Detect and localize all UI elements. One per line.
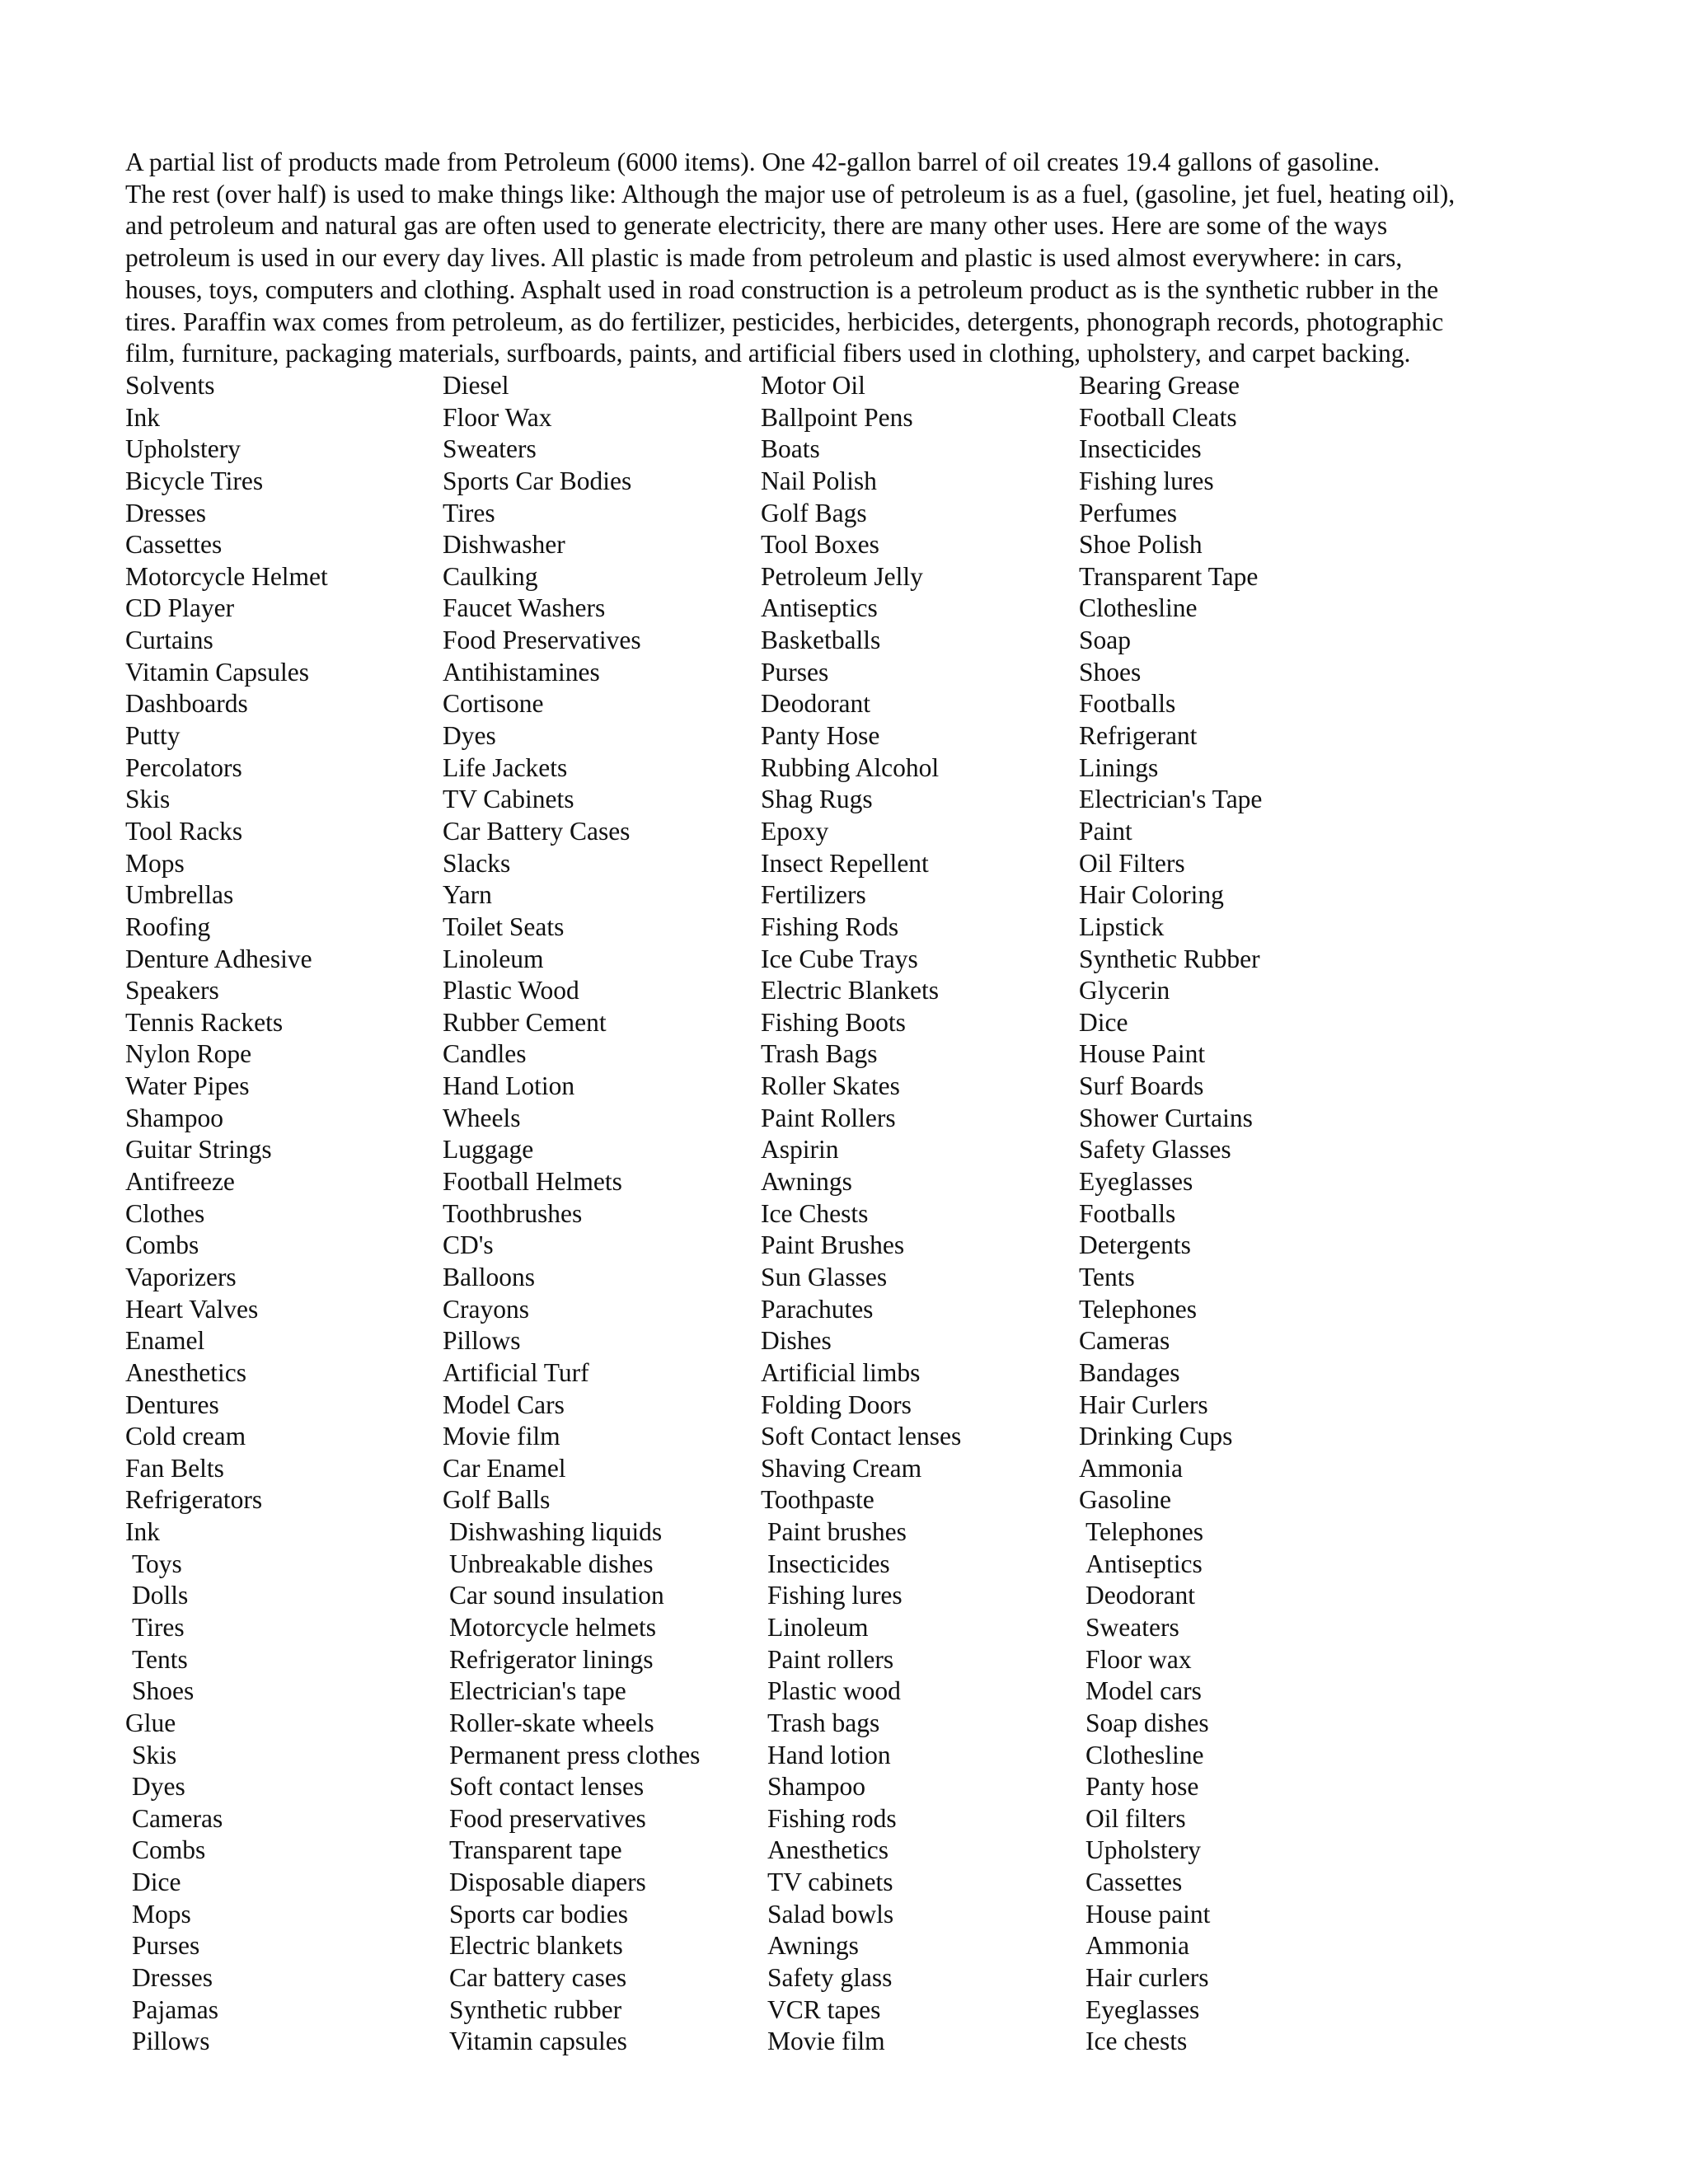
list-item: Car sound insulation bbox=[449, 1581, 664, 1610]
list-item: Model Cars bbox=[443, 1390, 565, 1419]
intro-line: A partial list of products made from Petroleum (6000 items). One 42-gallon barrel of oil creates 19.4 gallons of gasoline. bbox=[125, 148, 1381, 176]
list-item: Electric Blankets bbox=[761, 976, 940, 1005]
list-item: Toys bbox=[132, 1549, 182, 1578]
list-item: Luggage bbox=[443, 1135, 534, 1165]
list-item: Car Enamel bbox=[443, 1453, 566, 1483]
list-item: Vitamin Capsules bbox=[125, 657, 309, 687]
list-item: Hand lotion bbox=[767, 1740, 891, 1769]
list-item: Aspirin bbox=[761, 1135, 839, 1165]
list-item: Floor Wax bbox=[443, 402, 552, 432]
list-item: Enamel bbox=[125, 1326, 205, 1356]
list-item: Rubber Cement bbox=[443, 1007, 607, 1037]
list-item: Shag Rugs bbox=[761, 785, 873, 814]
list-item: Roller-skate wheels bbox=[449, 1708, 654, 1737]
list-item: Transparent tape bbox=[449, 1835, 622, 1865]
list-item: Telephones bbox=[1085, 1517, 1203, 1547]
intro-line: houses, toys, computers and clothing. Asphalt used in road construction is a petroleum product as is the synthetic rubber in the bbox=[125, 274, 1439, 304]
list-item: Hair Curlers bbox=[1079, 1390, 1208, 1419]
list-item: Footballs bbox=[1079, 1198, 1176, 1228]
list-item: Paint rollers bbox=[767, 1644, 894, 1674]
list-item: Cameras bbox=[132, 1803, 223, 1833]
list-item: Dashboards bbox=[125, 689, 248, 719]
list-item: Ice Chests bbox=[761, 1198, 869, 1228]
list-item: Fishing Rods bbox=[761, 912, 899, 941]
list-item: Sports car bodies bbox=[449, 1899, 628, 1929]
list-item: Clothesline bbox=[1079, 593, 1198, 623]
list-item: Golf Balls bbox=[443, 1485, 551, 1515]
list-item: Caulking bbox=[443, 561, 538, 591]
list-item: Football Cleats bbox=[1079, 402, 1237, 432]
list-item: Percolators bbox=[125, 752, 242, 782]
list-item: Mops bbox=[132, 1899, 191, 1929]
product-column-4 bbox=[1079, 370, 1396, 2058]
list-item: Purses bbox=[761, 657, 829, 687]
list-item: Upholstery bbox=[125, 434, 241, 464]
list-item: Tool Boxes bbox=[761, 530, 879, 560]
list-item: Electrician's Tape bbox=[1079, 785, 1263, 814]
list-item: Soap dishes bbox=[1085, 1708, 1209, 1737]
list-item: Shoes bbox=[132, 1676, 195, 1706]
list-item: Dyes bbox=[443, 721, 496, 751]
list-item: Faucet Washers bbox=[443, 593, 606, 623]
list-item: Safety Glasses bbox=[1079, 1135, 1231, 1165]
list-item: Paint Rollers bbox=[761, 1103, 896, 1132]
list-item: Antiseptics bbox=[761, 593, 878, 623]
list-item: Hand Lotion bbox=[443, 1071, 575, 1101]
list-item: Curtains bbox=[125, 626, 213, 655]
list-item: Shampoo bbox=[767, 1772, 866, 1802]
intro-line: film, furniture, packaging materials, surfboards, paints, and artificial fibers used in clothing, upholstery, and carpet backing. bbox=[125, 339, 1411, 368]
list-item: Lipstick bbox=[1079, 912, 1165, 941]
list-item: Plastic Wood bbox=[443, 976, 579, 1005]
list-item: TV Cabinets bbox=[443, 785, 574, 814]
list-item: Electrician's tape bbox=[449, 1676, 626, 1706]
list-item: TV cabinets bbox=[767, 1868, 893, 1897]
list-item: Fan Belts bbox=[125, 1453, 224, 1483]
list-item: Sweaters bbox=[443, 434, 537, 464]
list-item: Upholstery bbox=[1085, 1835, 1201, 1865]
list-item: Skis bbox=[125, 785, 171, 814]
list-item: Ink bbox=[125, 402, 160, 432]
list-item: Soft contact lenses bbox=[449, 1772, 645, 1802]
list-item: Car battery cases bbox=[449, 1963, 627, 1993]
list-item: Shower Curtains bbox=[1079, 1103, 1253, 1132]
list-item: Slacks bbox=[443, 848, 511, 878]
list-item: CD's bbox=[443, 1230, 494, 1260]
list-item: Guitar Strings bbox=[125, 1135, 272, 1165]
list-item: Permanent press clothes bbox=[449, 1740, 701, 1769]
list-item: Artificial limbs bbox=[761, 1357, 921, 1387]
list-item: House paint bbox=[1085, 1899, 1211, 1929]
list-item: Panty Hose bbox=[761, 721, 880, 751]
list-item: Pajamas bbox=[132, 1994, 218, 2024]
list-item: Fishing lures bbox=[767, 1581, 903, 1610]
list-item: Shaving Cream bbox=[761, 1453, 922, 1483]
list-item: Clothes bbox=[125, 1198, 205, 1228]
list-item: Food Preservatives bbox=[443, 626, 641, 655]
list-item: Tents bbox=[1079, 1262, 1135, 1291]
list-item: Yarn bbox=[443, 880, 492, 910]
list-item: Ballpoint Pens bbox=[761, 402, 913, 432]
list-item: Deodorant bbox=[1085, 1581, 1195, 1610]
list-item: Roller Skates bbox=[761, 1071, 900, 1101]
list-item: Synthetic rubber bbox=[449, 1994, 622, 2024]
list-item: Synthetic Rubber bbox=[1079, 944, 1260, 973]
list-item: Diesel bbox=[443, 371, 509, 400]
list-item: Dishwasher bbox=[443, 530, 565, 560]
list-item: Cassettes bbox=[1085, 1868, 1183, 1897]
list-item: Cortisone bbox=[443, 689, 544, 719]
list-item: Antifreeze bbox=[125, 1167, 235, 1197]
list-item: Disposable diapers bbox=[449, 1868, 646, 1897]
list-item: Insect Repellent bbox=[761, 848, 929, 878]
list-item: Toothpaste bbox=[761, 1485, 874, 1515]
list-item: Linings bbox=[1079, 752, 1159, 782]
list-item: Hair curlers bbox=[1085, 1963, 1209, 1993]
list-item: Insecticides bbox=[1079, 434, 1202, 464]
list-item: Dice bbox=[132, 1868, 181, 1897]
list-item: Gasoline bbox=[1079, 1485, 1171, 1515]
list-item: Anesthetics bbox=[125, 1357, 246, 1387]
list-item: Unbreakable dishes bbox=[449, 1549, 654, 1578]
list-item: Cameras bbox=[1079, 1326, 1170, 1356]
list-item: VCR tapes bbox=[767, 1994, 881, 2024]
intro-line: petroleum is used in our every day lives. All plastic is made from petroleum and plastic is used almost everywhere: in cars, bbox=[125, 243, 1403, 273]
list-item: Awnings bbox=[767, 1931, 859, 1961]
list-item: Tents bbox=[132, 1644, 188, 1674]
list-item: Movie film bbox=[443, 1422, 560, 1451]
list-item: Antihistamines bbox=[443, 657, 600, 687]
list-item: Crayons bbox=[443, 1294, 529, 1324]
list-item: Model cars bbox=[1085, 1676, 1202, 1706]
list-item: Speakers bbox=[125, 976, 219, 1005]
list-item: Ice chests bbox=[1085, 2027, 1188, 2056]
list-item: Dishwashing liquids bbox=[449, 1517, 663, 1547]
product-column-3 bbox=[761, 370, 1078, 2058]
list-item: Dice bbox=[1079, 1007, 1128, 1037]
list-item: Dentures bbox=[125, 1390, 219, 1419]
list-item: Paint Brushes bbox=[761, 1230, 905, 1260]
list-item: Panty hose bbox=[1085, 1772, 1199, 1802]
list-item: Basketballs bbox=[761, 626, 881, 655]
list-item: Boats bbox=[761, 434, 820, 464]
list-item: Motorcycle Helmet bbox=[125, 561, 328, 591]
list-item: Glue bbox=[125, 1708, 176, 1737]
list-item: Purses bbox=[132, 1931, 200, 1961]
list-item: Vaporizers bbox=[125, 1262, 237, 1291]
list-item: Nail Polish bbox=[761, 466, 877, 495]
list-item: Golf Bags bbox=[761, 498, 867, 527]
list-item: Ammonia bbox=[1085, 1931, 1189, 1961]
list-item: Putty bbox=[125, 721, 181, 751]
list-item: Candles bbox=[443, 1039, 527, 1069]
list-item: Tires bbox=[443, 498, 495, 527]
list-item: Tires bbox=[132, 1612, 185, 1642]
list-item: Refrigerators bbox=[125, 1485, 263, 1515]
list-item: Rubbing Alcohol bbox=[761, 752, 940, 782]
list-item: Hair Coloring bbox=[1079, 880, 1224, 910]
list-item: Pillows bbox=[132, 2027, 210, 2056]
list-item: Floor wax bbox=[1085, 1644, 1192, 1674]
list-item: Dishes bbox=[761, 1326, 832, 1356]
list-item: Shampoo bbox=[125, 1103, 224, 1132]
list-item: Motor Oil bbox=[761, 371, 865, 400]
list-item: Shoes bbox=[1079, 657, 1142, 687]
list-item: Electric blankets bbox=[449, 1931, 623, 1961]
intro-line: tires. Paraffin wax comes from petroleum, as do fertilizer, pesticides, herbicides, detergents, phonograph records, photographic bbox=[125, 307, 1444, 336]
list-item: Combs bbox=[132, 1835, 206, 1865]
list-item: Roofing bbox=[125, 912, 211, 941]
list-item: Folding Doors bbox=[761, 1390, 912, 1419]
list-item: Plastic wood bbox=[767, 1676, 901, 1706]
list-item: Telephones bbox=[1079, 1294, 1197, 1324]
list-item: Skis bbox=[132, 1740, 177, 1769]
list-item: Clothesline bbox=[1085, 1740, 1204, 1769]
list-item: Fertilizers bbox=[761, 880, 866, 910]
list-item: Food preservatives bbox=[449, 1803, 646, 1833]
list-item: Soft Contact lenses bbox=[761, 1422, 962, 1451]
list-item: Eyeglasses bbox=[1079, 1167, 1193, 1197]
list-item: Oil Filters bbox=[1079, 848, 1185, 878]
intro-line: and petroleum and natural gas are often used to generate electricity, there are many other uses. Here are some of the ways bbox=[125, 211, 1388, 241]
list-item: Movie film bbox=[767, 2027, 885, 2056]
list-item: Paint brushes bbox=[767, 1517, 907, 1547]
list-item: Salad bowls bbox=[767, 1899, 894, 1929]
list-item: Balloons bbox=[443, 1262, 536, 1291]
list-item: CD Player bbox=[125, 593, 235, 623]
list-item: Life Jackets bbox=[443, 752, 568, 782]
list-item: Fishing Boots bbox=[761, 1007, 906, 1037]
list-item: Awnings bbox=[761, 1167, 852, 1197]
list-item: Ink bbox=[125, 1517, 160, 1547]
list-item: Drinking Cups bbox=[1079, 1422, 1233, 1451]
list-item: Pillows bbox=[443, 1326, 521, 1356]
list-item: Wheels bbox=[443, 1103, 521, 1132]
list-item: Dyes bbox=[132, 1772, 185, 1802]
list-item: Linoleum bbox=[767, 1612, 869, 1642]
product-column-1 bbox=[125, 370, 443, 2058]
intro-paragraph bbox=[125, 147, 1576, 370]
list-item: Denture Adhesive bbox=[125, 944, 312, 973]
list-item: Shoe Polish bbox=[1079, 530, 1203, 560]
list-item: Umbrellas bbox=[125, 880, 234, 910]
list-item: Ice Cube Trays bbox=[761, 944, 918, 973]
list-item: Safety glass bbox=[767, 1963, 893, 1993]
list-item: Sports Car Bodies bbox=[443, 466, 632, 495]
list-item: Fishing rods bbox=[767, 1803, 897, 1833]
list-item: Solvents bbox=[125, 371, 215, 400]
list-item: Dolls bbox=[132, 1581, 189, 1610]
list-item: Sweaters bbox=[1085, 1612, 1179, 1642]
product-column-2 bbox=[443, 370, 760, 2058]
list-item: Transparent Tape bbox=[1079, 561, 1259, 591]
list-item: Bicycle Tires bbox=[125, 466, 264, 495]
list-item: Water Pipes bbox=[125, 1071, 250, 1101]
list-item: Cassettes bbox=[125, 530, 223, 560]
list-item: Surf Boards bbox=[1079, 1071, 1204, 1101]
list-item: Soap bbox=[1079, 626, 1131, 655]
list-item: Tennis Rackets bbox=[125, 1007, 284, 1037]
list-item: Detergents bbox=[1079, 1230, 1191, 1260]
list-item: Toilet Seats bbox=[443, 912, 565, 941]
list-item: Petroleum Jelly bbox=[761, 561, 923, 591]
list-item: Anesthetics bbox=[767, 1835, 889, 1865]
list-item: Car Battery Cases bbox=[443, 816, 631, 846]
list-item: Epoxy bbox=[761, 816, 829, 846]
list-item: Motorcycle helmets bbox=[449, 1612, 657, 1642]
list-item: Artificial Turf bbox=[443, 1357, 589, 1387]
list-item: Refrigerator linings bbox=[449, 1644, 654, 1674]
list-item: Combs bbox=[125, 1230, 199, 1260]
list-item: Dresses bbox=[125, 498, 206, 527]
list-item: Paint bbox=[1079, 816, 1132, 846]
list-item: Antiseptics bbox=[1085, 1549, 1203, 1578]
list-item: Refrigerant bbox=[1079, 721, 1198, 751]
list-item: Oil filters bbox=[1085, 1803, 1186, 1833]
list-item: Deodorant bbox=[761, 689, 870, 719]
list-item: Tool Racks bbox=[125, 816, 243, 846]
list-item: Mops bbox=[125, 848, 185, 878]
list-item: Cold cream bbox=[125, 1422, 246, 1451]
list-item: Nylon Rope bbox=[125, 1039, 252, 1069]
list-item: Heart Valves bbox=[125, 1294, 259, 1324]
list-item: Trash bags bbox=[767, 1708, 880, 1737]
list-item: Insecticides bbox=[767, 1549, 890, 1578]
list-item: Trash Bags bbox=[761, 1039, 878, 1069]
list-item: Footballs bbox=[1079, 689, 1176, 719]
list-item: House Paint bbox=[1079, 1039, 1206, 1069]
intro-line: The rest (over half) is used to make things like: Although the major use of petroleum is as a fuel, (gasoline, jet fuel, heating oil), bbox=[125, 179, 1456, 209]
list-item: Sun Glasses bbox=[761, 1262, 888, 1291]
list-item: Eyeglasses bbox=[1085, 1994, 1200, 2024]
list-item: Perfumes bbox=[1079, 498, 1177, 527]
list-item: Bandages bbox=[1079, 1357, 1180, 1387]
list-item: Toothbrushes bbox=[443, 1198, 583, 1228]
list-item: Parachutes bbox=[761, 1294, 874, 1324]
list-item: Vitamin capsules bbox=[449, 2027, 627, 2056]
list-item: Linoleum bbox=[443, 944, 544, 973]
list-item: Ammonia bbox=[1079, 1453, 1183, 1483]
list-item: Dresses bbox=[132, 1963, 213, 1993]
list-item: Football Helmets bbox=[443, 1167, 622, 1197]
list-item: Glycerin bbox=[1079, 976, 1170, 1005]
list-item: Fishing lures bbox=[1079, 466, 1214, 495]
list-item: Bearing Grease bbox=[1079, 371, 1240, 400]
